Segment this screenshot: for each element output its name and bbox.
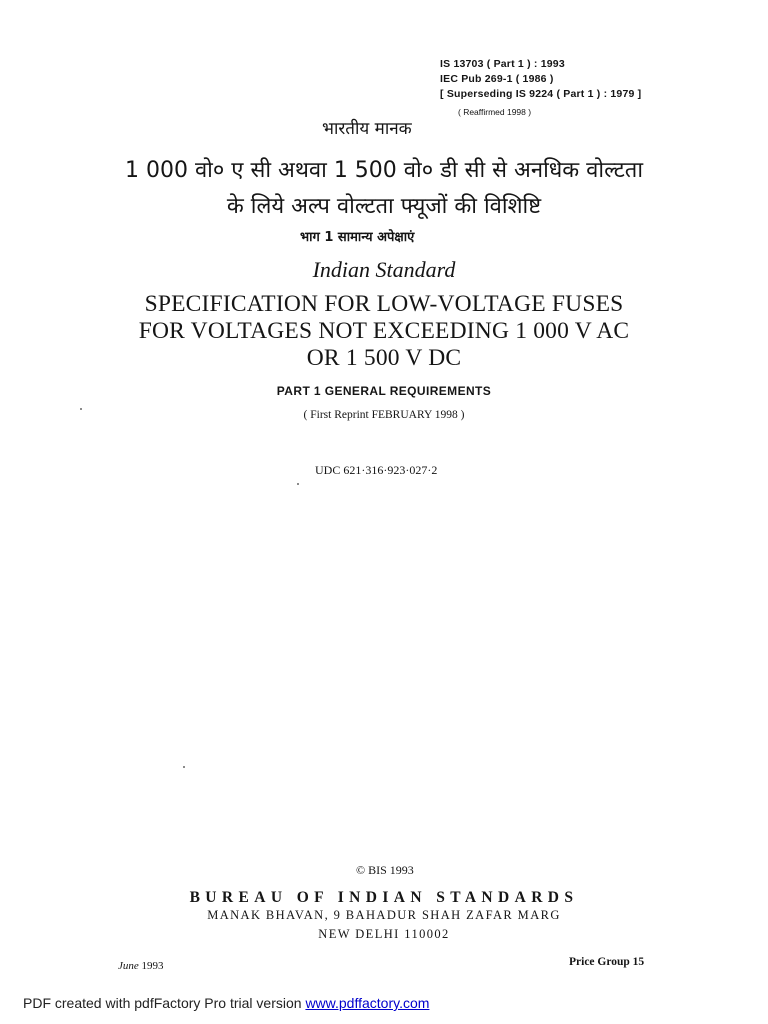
iec-reference: IEC Pub 269-1 ( 1986 ) (440, 73, 554, 85)
standard-number: IS 13703 ( Part 1 ) : 1993 (440, 58, 565, 70)
scan-speck (80, 408, 82, 410)
title-line-2: FOR VOLTAGES NOT EXCEEDING 1 000 V AC (138, 318, 630, 344)
hindi-title-line-1: 1 000 वो० ए सी अथवा 1 500 वो० डी सी से अनधिक वोल्टता (124, 158, 644, 183)
udc-code: UDC 621·316·923·027·2 (315, 463, 438, 477)
hindi-part-heading: भाग 1 सामान्य अपेक्षाएं (300, 230, 415, 245)
reprint-note: ( First Reprint FEBRUARY 1998 ) (303, 409, 465, 421)
publication-month: June (118, 960, 139, 972)
publisher-address-line-1: MANAK BHAVAN, 9 BAHADUR SHAH ZAFAR MARG (207, 908, 561, 922)
copyright-notice: © BIS 1993 (356, 863, 414, 877)
publisher-address-line-2: NEW DELHI 110002 (318, 927, 450, 941)
part-heading: PART 1 GENERAL REQUIREMENTS (276, 384, 492, 398)
hindi-title-line-2: के लिये अल्प वोल्टता फ्यूजों की विशिष्टि (226, 194, 542, 219)
publisher-name: BUREAU OF INDIAN STANDARDS (189, 889, 579, 906)
scan-speck (297, 483, 299, 485)
scan-speck (183, 766, 185, 768)
footer-text: PDF created with pdfFactory Pro trial version (23, 995, 306, 1011)
english-standard-label: Indian Standard (312, 257, 456, 282)
publication-date (118, 960, 164, 972)
pdf-creator-footer (23, 995, 429, 1011)
title-line-3: OR 1 500 V DC (306, 345, 462, 371)
pdffactory-link[interactable]: www.pdffactory.com (305, 995, 430, 1011)
publication-year: 1993 (141, 960, 164, 972)
supersedes-reference: [ Superseding IS 9224 ( Part 1 ) : 1979 ] (440, 88, 642, 100)
title-line-1: SPECIFICATION FOR LOW-VOLTAGE FUSES (144, 291, 624, 317)
reaffirmed-note: ( Reaffirmed 1998 ) (458, 107, 532, 117)
hindi-standard-label: भारतीय मानक (322, 119, 412, 139)
price-group: Price Group 15 (569, 956, 645, 968)
